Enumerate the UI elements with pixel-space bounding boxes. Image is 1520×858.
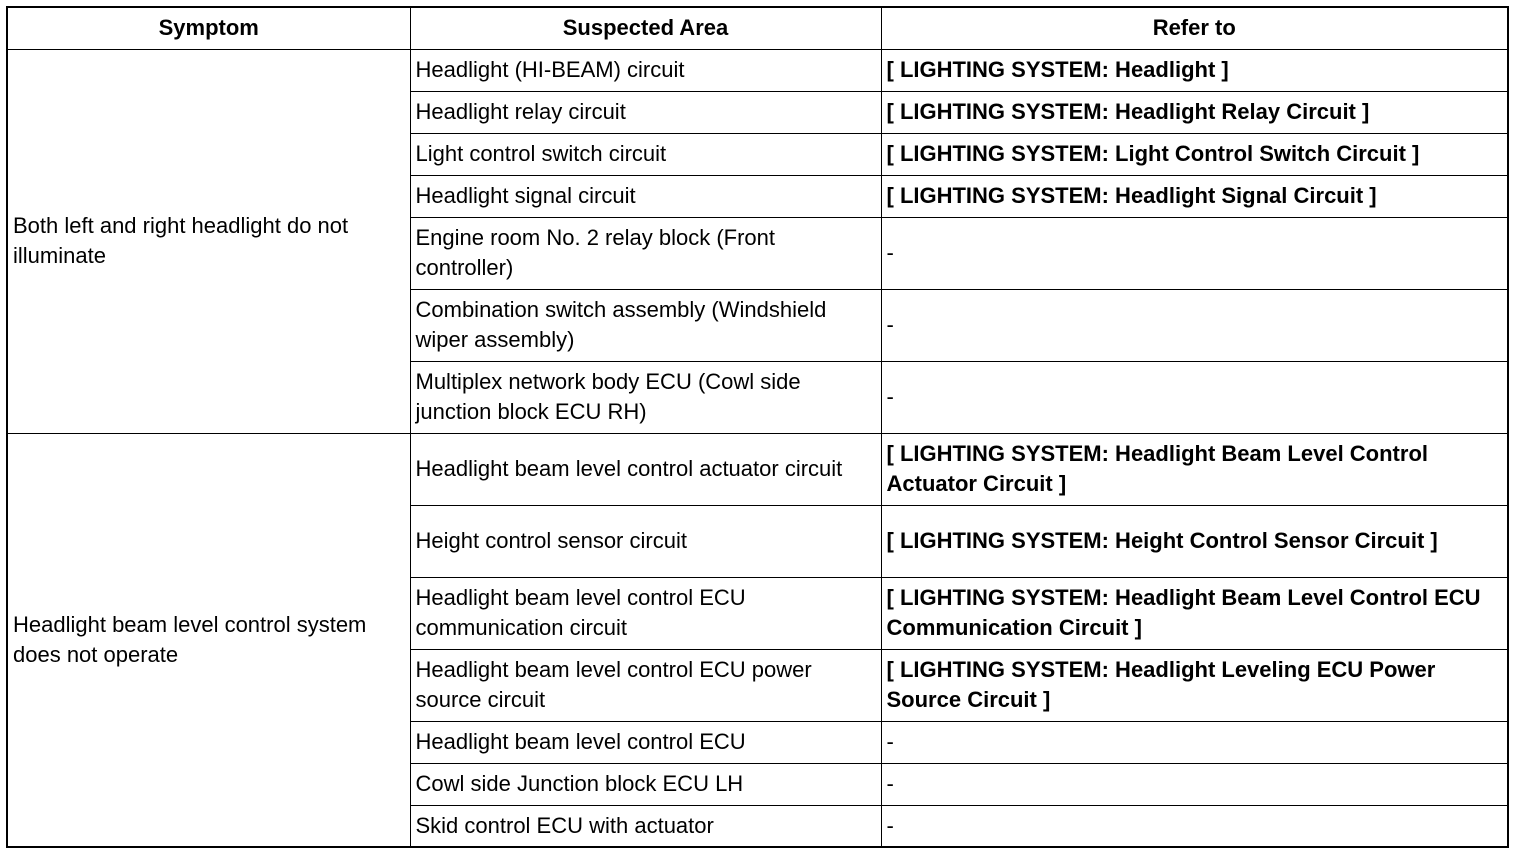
header-symptom: Symptom (7, 7, 410, 49)
suspected-area-cell: Height control sensor circuit (410, 505, 881, 577)
refer-link[interactable]: [ LIGHTING SYSTEM: Headlight Signal Circuit ] (881, 175, 1508, 217)
refer-cell: - (881, 361, 1508, 433)
refer-cell: - (881, 217, 1508, 289)
suspected-area-cell: Combination switch assembly (Windshield wiper assembly) (410, 289, 881, 361)
suspected-area-cell: Engine room No. 2 relay block (Front controller) (410, 217, 881, 289)
refer-cell: - (881, 289, 1508, 361)
suspected-area-cell: Headlight beam level control ECU power source circuit (410, 649, 881, 721)
header-row (7, 7, 1508, 49)
header-refer-to: Refer to (881, 7, 1508, 49)
refer-cell: - (881, 763, 1508, 805)
symptom-table (6, 6, 1509, 848)
symptom-cell: Both left and right headlight do not illuminate (7, 49, 410, 433)
suspected-area-cell: Headlight relay circuit (410, 91, 881, 133)
suspected-area-cell: Headlight (HI-BEAM) circuit (410, 49, 881, 91)
suspected-area-cell: Headlight beam level control ECU communication circuit (410, 577, 881, 649)
symptom-cell: Headlight beam level control system does not operate (7, 433, 410, 847)
suspected-area-cell: Headlight beam level control actuator circuit (410, 433, 881, 505)
table-row (7, 433, 1508, 505)
refer-link[interactable]: [ LIGHTING SYSTEM: Headlight Beam Level Control Actuator Circuit ] (881, 433, 1508, 505)
suspected-area-cell: Cowl side Junction block ECU LH (410, 763, 881, 805)
suspected-area-cell: Skid control ECU with actuator (410, 805, 881, 847)
header-suspected-area: Suspected Area (410, 7, 881, 49)
refer-link[interactable]: [ LIGHTING SYSTEM: Headlight ] (881, 49, 1508, 91)
refer-link[interactable]: [ LIGHTING SYSTEM: Headlight Beam Level Control ECU Communication Circuit ] (881, 577, 1508, 649)
refer-cell: - (881, 721, 1508, 763)
suspected-area-cell: Multiplex network body ECU (Cowl side junction block ECU RH) (410, 361, 881, 433)
refer-link[interactable]: [ LIGHTING SYSTEM: Height Control Sensor Circuit ] (881, 505, 1508, 577)
table-row (7, 49, 1508, 91)
suspected-area-cell: Headlight beam level control ECU (410, 721, 881, 763)
refer-link[interactable]: [ LIGHTING SYSTEM: Headlight Relay Circuit ] (881, 91, 1508, 133)
refer-cell: - (881, 805, 1508, 847)
suspected-area-cell: Headlight signal circuit (410, 175, 881, 217)
suspected-area-cell: Light control switch circuit (410, 133, 881, 175)
refer-link[interactable]: [ LIGHTING SYSTEM: Headlight Leveling ECU Power Source Circuit ] (881, 649, 1508, 721)
refer-link[interactable]: [ LIGHTING SYSTEM: Light Control Switch Circuit ] (881, 133, 1508, 175)
